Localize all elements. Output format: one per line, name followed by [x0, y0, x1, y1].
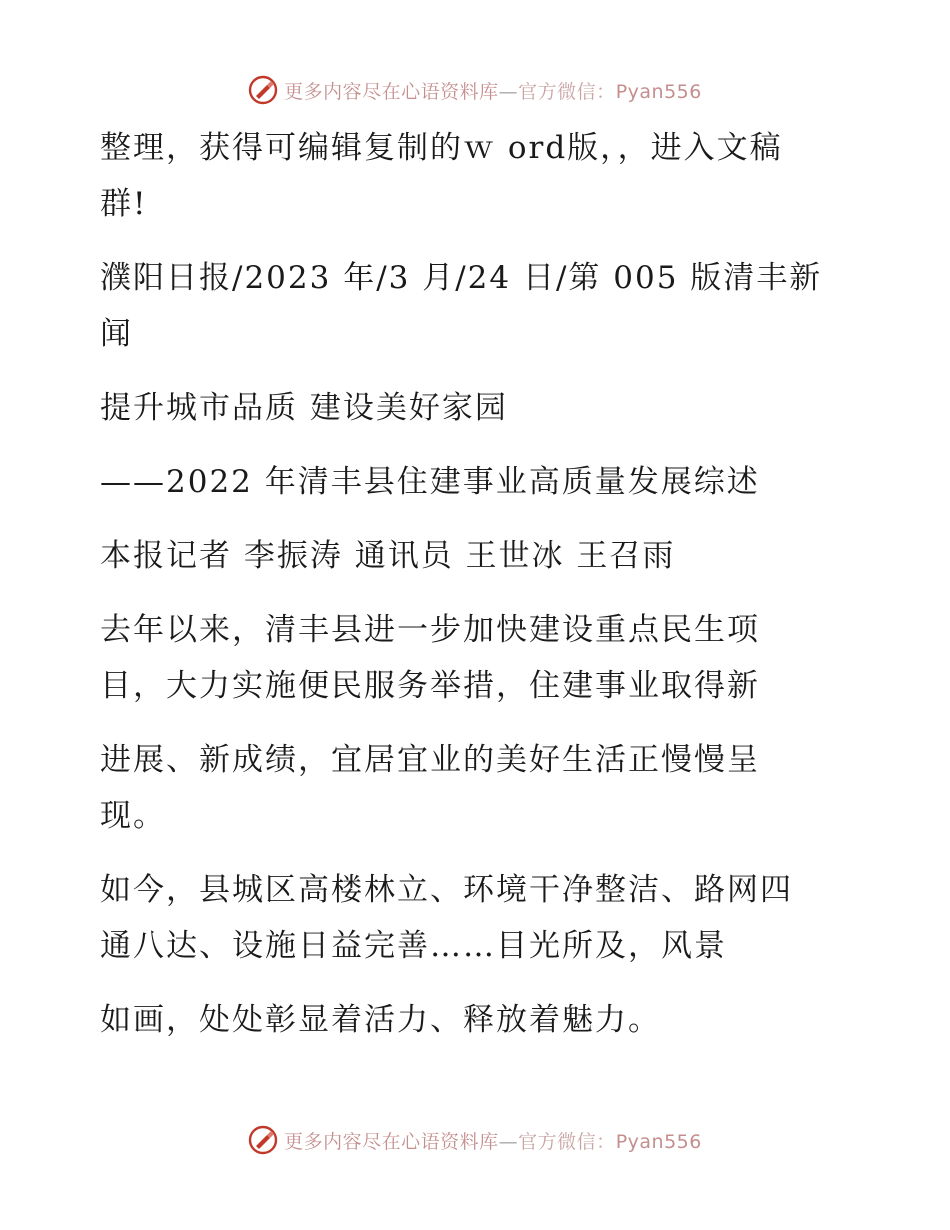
- watermark-label: 官方微信：: [518, 1130, 616, 1153]
- body-paragraph: [100, 862, 860, 974]
- text-line: 现。: [100, 798, 166, 834]
- watermark-id: Pyan556: [615, 1130, 702, 1153]
- article-subtitle: [100, 454, 860, 510]
- byline: [100, 528, 860, 584]
- text-line: 目，大力实施便民服务举措，住建事业取得新: [100, 668, 760, 704]
- text-line: 通八达、设施日益完善……目光所及，风景: [100, 928, 727, 964]
- header-watermark: [0, 70, 950, 110]
- text-line: 濮阳日报/2023 年/3 月/24 日/第 005 版清丰新: [100, 260, 823, 296]
- article-title: [100, 380, 860, 436]
- document-body: [100, 120, 860, 1066]
- intro-paragraph: [100, 120, 860, 232]
- watermark-main: 更多内容尽在心语资料库: [284, 80, 499, 103]
- text-line: 提升城市品质 建设美好家园: [100, 390, 508, 426]
- watermark-label: 官方微信：: [518, 80, 616, 103]
- watermark-main: 更多内容尽在心语资料库: [284, 1130, 499, 1153]
- text-line: 闻: [100, 316, 133, 352]
- pen-logo-icon: [248, 1125, 278, 1155]
- watermark-separator: —: [498, 1130, 519, 1153]
- text-line: 进展、新成绩，宜居宜业的美好生活正慢慢呈: [100, 742, 760, 778]
- footer-watermark: [0, 1120, 950, 1160]
- text-line: 群!: [100, 186, 148, 222]
- body-paragraph: [100, 992, 860, 1048]
- body-paragraph: [100, 602, 860, 714]
- watermark-text: [284, 77, 702, 104]
- text-line: ——2022 年清丰县住建事业高质量发展综述: [100, 464, 760, 500]
- watermark-separator: —: [498, 80, 519, 103]
- text-line: 如今，县城区高楼林立、环境干净整洁、路网四: [100, 872, 793, 908]
- text-line: 本报记者 李振涛 通讯员 王世冰 王召雨: [100, 538, 676, 574]
- watermark-text: [284, 1127, 702, 1154]
- text-line: 整理，获得可编辑复制的ｗ ord版，，进入文稿: [100, 130, 783, 166]
- text-line: 如画，处处彰显着活力、释放着魅力。: [100, 1002, 661, 1038]
- source-paragraph: [100, 250, 860, 362]
- watermark-id: Pyan556: [615, 80, 702, 103]
- pen-logo-icon: [248, 75, 278, 105]
- text-line: 去年以来，清丰县进一步加快建设重点民生项: [100, 612, 760, 648]
- body-paragraph: [100, 732, 860, 844]
